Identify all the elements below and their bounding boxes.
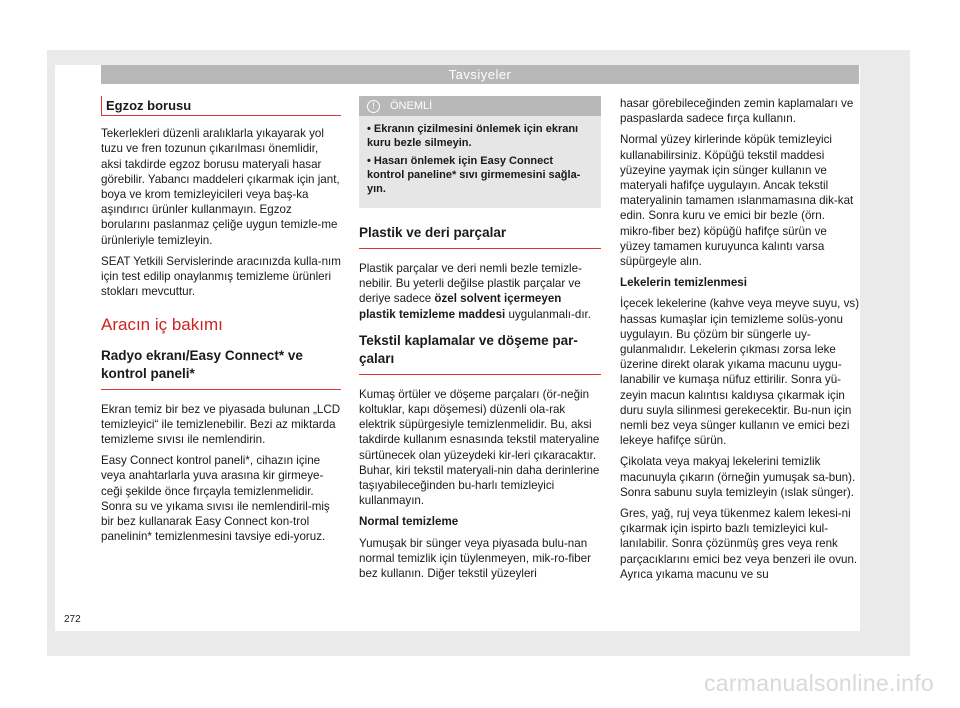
paragraph: hasar görebileceğinden zemin kaplamaları ve paspaslarda sadece fırça kullanın. [620,97,854,126]
heading-textile: Tekstil kaplamalar ve döşeme par-çaları [359,332,601,375]
notice-item: • Ekranın çizilmesini önlemek için ekranı kuru bezle silmeyin. [367,123,579,149]
paragraph: Plastik parçalar ve deri nemli bezle temizle-nebilir. Bu yeterli değilse plastik parçalar ve deriye sadece özel solvent içermeyen plastik temizleme maddesi uygulanmalı-dır. [359,262,591,321]
watermark: carmanualsonline.info [703,670,934,696]
paragraph: Yumuşak bir sünger veya piyasada bulu-nan normal temizlik için tüylenmeyen, mik-ro-fiber bez kullanın. Diğer tekstil yüzeyleri [359,536,591,581]
column-3 [620,96,860,588]
paragraph: SEAT Yetkili Servislerinde aracınızda kulla-nım için test edilip onaylanmış temizleme ürünleri stokları mevcuttur. [101,254,341,299]
paragraph: İçecek lekelerine (kahve veya meyve suyu, vs) hassas kumaşlar için temizleme solüs-yonu uygulayın. Bu çözüm bir süngerle uy-gulanmalıdır. Lekelerin çıkması zorsa leke üzerine direkt olarak yıkama macunu uygu-lanabilir ve kumaşa nüfuz ettirilir. Sonra yü-zeyin macun kalıntısı kaldıysa çıkarmak için duru suyla silinmesi gerekecektir. Bu-nun için nemli bez veya sünger kullanın ve emici bezi lekeye hafifçe sürün. [620,297,860,448]
paragraph: Gres, yağ, ruj veya tükenmez kalem lekesi-ni çıkarmak için ispirto bazlı temizleyici kul-lanılabilir. Sonra çözünmüş gres veya renk parçacıklarını emici bez veya benzeri ile ovun. Ayrıca yıkama macunu ve su [620,507,858,581]
notice-box [359,96,601,208]
subhead-normal-cleaning: Normal temizleme [359,515,459,529]
paragraph: Kumaş örtüler ve döşeme parçaları (ör-neğin koltuklar, kapı döşemesi) düzenli ola-rak elektrik süpürgesiyle temizlenmelidir. Bu, aksi takdirde kullanım esnasında tekstil materyaline sürtünecek olan yüzeydeki kir-leri çıkaracaktır. Buhar, kiri tekstil materyali-nin daha derinlerine taşıyabileceğinden bu-harlı temizleyici kullanmayın. [359,387,600,508]
paragraph: Çikolata veya makyaj lekelerini temizlik macunuyla çıkarın (örneğin yumuşak sa-bun). Sonra sabunu suyla temizleyin (ıslak sünger). [620,455,856,499]
notice-item: • Hasarı önlemek için Easy Connect kontrol paneline* sıvı girmemesini sağla-yın. [367,155,581,195]
notice-header [359,96,601,116]
notice-body [359,116,601,208]
paragraph: Ekran temiz bir bez ve piyasada bulunan „LCD temizleyici“ ile temizlenebilir. Bezi az miktarda temizleme sıvısı ile nemlendirin. [101,402,341,447]
heading-exhaust: Egzoz borusu [101,96,341,116]
paragraph: Tekerlekleri düzenli aralıklarla yıkayarak yol tuzu ve fren tozunun çıkarılması önemlidir, aksi takdirde egzoz borusu materyali hasar görebilir. Yabancı maddeleri çıkarmak için jant, boya ve krom temizleyicileri veya baş-ka aşındırıcı ürünler kullanmayın. Egzoz borularını paslanmaz çeliğe uygun temizle-me ürünleriyle temizleyin. [101,127,340,247]
column-2 [359,96,601,587]
section-header: Tavsiyeler [101,65,859,84]
info-icon: ! [367,100,380,113]
notice-title: ÖNEMLİ [390,100,433,112]
subhead-stains: Lekelerin temizlenmesi [620,276,747,290]
chapter-title: Aracın iç bakımı [101,315,223,335]
page-number: 272 [64,614,81,625]
paragraph: Easy Connect kontrol paneli*, cihazın içine veya anahtarlarla yuva arasına kir girmeye-ceği şekilde önce fırçayla temizlenmelidir. Sonra su ve yıkama sıvısı ile nemlendiril-miş bir bez kullanarak Easy Connect kon-trol panelinin* temizlenmesini tavsiye edi-yoruz. [101,454,330,544]
heading-plastic: Plastik ve deri parçalar [359,224,601,249]
subheading-radio: Radyo ekranı/Easy Connect* ve kontrol paneli* [101,347,341,390]
column-1 [101,96,341,550]
paragraph: Normal yüzey kirlerinde köpük temizleyici kullanabilirsiniz. Köpüğü tekstil maddesi yüzeyine yaymak için sünger kullanın ve materyali hafifçe uygulayın. Ancak tekstil materyalinin tamamen ıslanmamasına dik-kat edin. Sonra kuru ve emici bir bezle (örn. mikro-fiber bez) köpüğü hafifçe sürün ve yüzey tamamen kuruyunca kalıntı varsa süpürgeyle alın. [620,133,854,269]
